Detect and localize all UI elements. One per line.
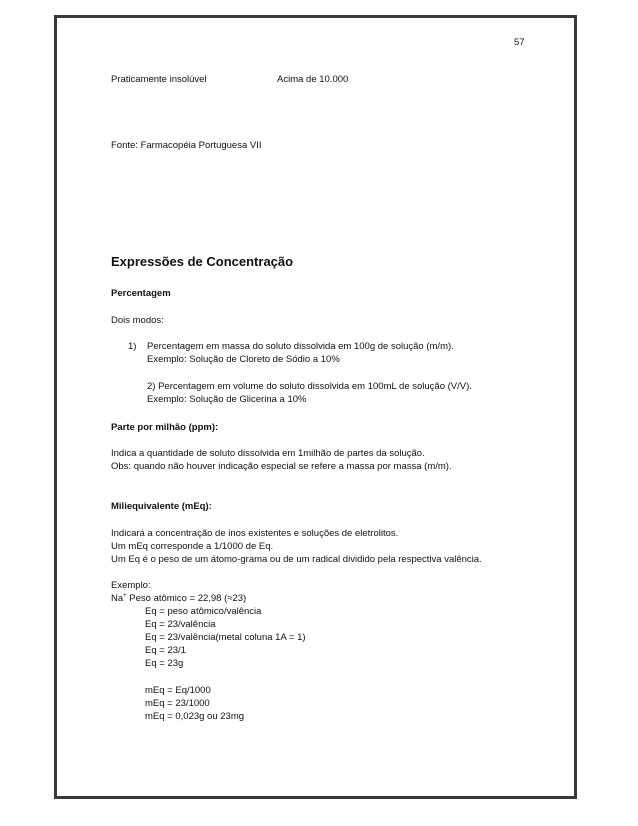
meq-calc-step: mEq = 0,023g ou 23mg xyxy=(145,711,245,722)
calc-step: Eq = 23g xyxy=(145,658,184,669)
section-title: Expressões de Concentração xyxy=(111,254,294,269)
meq-calc-step: mEq = Eq/1000 xyxy=(145,685,211,696)
sodium-symbol: Na xyxy=(111,593,124,604)
meq-line: Um mEq corresponde a 1/1000 de Eq. xyxy=(111,541,274,552)
table-cell-solubility: Praticamente insolúvel xyxy=(111,74,207,85)
calc-step: Eq = 23/1 xyxy=(145,645,186,656)
calc-step: Eq = 23/valência(metal coluna 1A = 1) xyxy=(145,632,306,643)
ppm-line: Indica a quantidade de soluto dissolvida em 1milhão de partes da solução. xyxy=(111,448,425,459)
list-item-number: 1) xyxy=(128,341,137,352)
list-item-example: Exemplo: Solução de Cloreto de Sódio a 10% xyxy=(147,354,340,365)
meq-calc-step: mEq = 23/1000 xyxy=(145,698,210,709)
percentagem-heading: Percentagem xyxy=(111,288,171,299)
list-item-text: 2) Percentagem em volume do soluto dissolvida em 100mL de solução (V/V). xyxy=(147,381,472,392)
list-item-text: Percentagem em massa do soluto dissolvida em 100g de solução (m/m). xyxy=(147,341,454,352)
ppm-line: Obs: quando não houver indicação especial se refere a massa por massa (m/m). xyxy=(111,461,452,472)
calc-step: Eq = peso atômico/valência xyxy=(145,606,262,617)
sodium-weight: Peso atômico = 22,98 (≈23) xyxy=(126,593,247,604)
meq-line: Um Eq é o peso de um átomo-grama ou de um radical dividido pela respectiva valência. xyxy=(111,554,482,565)
page-border xyxy=(54,15,577,799)
example-label: Exemplo: xyxy=(111,580,151,591)
percentagem-intro: Dois modos: xyxy=(111,315,164,326)
page-number: 57 xyxy=(514,37,525,48)
meq-heading: Miliequivalente (mEq): xyxy=(111,501,212,512)
list-item-example: Exemplo: Solução de Glicerina a 10% xyxy=(147,394,307,405)
calc-step: Eq = 23/valência xyxy=(145,619,216,630)
source-citation: Fonte: Farmacopéia Portuguesa VII xyxy=(111,140,262,151)
example-sodium-line xyxy=(111,593,246,605)
sodium-charge: + xyxy=(123,592,127,599)
ppm-heading: Parte por milhão (ppm): xyxy=(111,422,219,433)
meq-line: Indicará a concentração de inos existentes e soluções de eletrolitos. xyxy=(111,528,399,539)
table-cell-ratio: Acima de 10.000 xyxy=(277,74,349,85)
